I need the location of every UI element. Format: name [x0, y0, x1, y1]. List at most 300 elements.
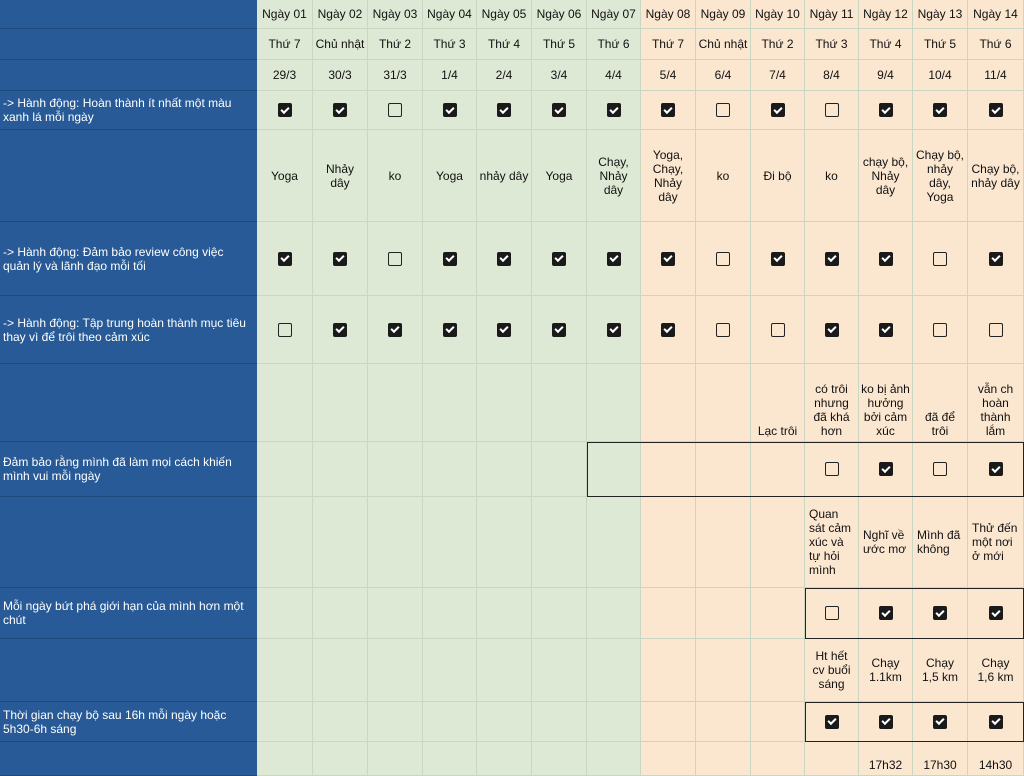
weekday-label: Thứ 6 — [597, 37, 630, 51]
checked-checkbox[interactable] — [388, 323, 402, 337]
unchecked-checkbox[interactable] — [771, 323, 785, 337]
day-label: Ngày 01 — [262, 7, 307, 21]
unchecked-checkbox[interactable] — [388, 103, 402, 117]
checked-checkbox[interactable] — [989, 103, 1003, 117]
grid-cell — [859, 588, 913, 639]
grid-cell — [696, 442, 751, 497]
grid-cell — [859, 296, 913, 364]
day-label: Ngày 09 — [700, 7, 746, 21]
weekday-label: Thứ 7 — [268, 37, 301, 51]
grid-cell — [859, 60, 913, 91]
date-label: 10/4 — [928, 68, 952, 82]
grid-cell — [368, 91, 423, 130]
note-text: ko — [388, 168, 402, 183]
weekday-label: Thứ 3 — [433, 37, 466, 51]
note-text: 17h30 — [923, 758, 957, 772]
unchecked-checkbox[interactable] — [933, 323, 947, 337]
grid-cell — [313, 588, 368, 639]
grid-cell — [423, 702, 477, 742]
checked-checkbox[interactable] — [771, 252, 785, 266]
grid-cell — [587, 60, 641, 91]
grid-cell — [313, 639, 368, 702]
note-text: Chạy 1,6 km — [977, 656, 1014, 684]
grid-cell — [587, 702, 641, 742]
grid-cell — [751, 91, 805, 130]
weekday-label: Chủ nhật — [315, 37, 365, 51]
grid-cell — [587, 742, 641, 776]
grid-cell — [313, 222, 368, 296]
grid-cell — [696, 29, 751, 60]
grid-cell — [368, 588, 423, 639]
grid-cell — [477, 0, 532, 29]
grid-cell — [257, 588, 313, 639]
checked-checkbox[interactable] — [443, 323, 457, 337]
day-label: Ngày 07 — [591, 7, 636, 21]
grid-cell — [696, 588, 751, 639]
grid-cell — [859, 364, 913, 442]
note-text: vẫn ch hoàn thành lắm — [977, 382, 1014, 438]
grid-cell — [968, 639, 1024, 702]
grid-cell — [805, 29, 859, 60]
day-label: Ngày 02 — [317, 7, 363, 21]
note-text: Chạy bộ, nhảy dây, Yoga — [915, 147, 965, 204]
checked-checkbox[interactable] — [607, 323, 621, 337]
grid-cell — [805, 639, 859, 702]
grid-cell — [968, 702, 1024, 742]
row-label — [0, 60, 257, 91]
grid-cell — [859, 639, 913, 702]
grid-cell — [587, 364, 641, 442]
row-label — [0, 0, 257, 29]
grid-cell — [477, 742, 532, 776]
note-text: chạy bộ, Nhảy dây — [862, 154, 909, 197]
row-label: -> Hành động: Đảm bảo review công việc quản lý và lãnh đạo mỗi tối — [0, 222, 257, 296]
grid-cell — [532, 60, 587, 91]
grid-cell — [423, 130, 477, 222]
note-text: đã để trôi — [924, 410, 956, 438]
note-text: Nghĩ về ước mơ — [863, 528, 907, 556]
note-text: ko — [825, 168, 838, 183]
grid-cell — [968, 296, 1024, 364]
grid-cell — [313, 29, 368, 60]
grid-cell — [751, 742, 805, 776]
grid-cell — [313, 442, 368, 497]
date-label: 1/4 — [441, 68, 458, 82]
grid-cell — [751, 60, 805, 91]
row-label: Thời gian chạy bộ sau 16h mỗi ngày hoặc 5h30-6h sáng — [0, 702, 257, 742]
row-label: -> Hành động: Tập trung hoàn thành mục tiêu thay vì để trôi theo cảm xúc — [0, 296, 257, 364]
grid-cell — [532, 364, 587, 442]
note-text: Ht hết cv buổi sáng — [812, 649, 851, 691]
grid-cell — [696, 296, 751, 364]
grid-cell — [368, 296, 423, 364]
checked-checkbox[interactable] — [771, 103, 785, 117]
grid-cell — [532, 742, 587, 776]
date-label: 11/4 — [984, 68, 1007, 82]
grid-cell — [805, 442, 859, 497]
grid-cell — [913, 0, 968, 29]
grid-cell — [313, 296, 368, 364]
grid-cell — [859, 91, 913, 130]
grid-cell — [641, 742, 696, 776]
grid-cell — [587, 497, 641, 588]
grid-cell — [532, 639, 587, 702]
note-text: 14h30 — [978, 758, 1013, 772]
grid-cell — [696, 91, 751, 130]
grid-cell — [805, 296, 859, 364]
unchecked-checkbox[interactable] — [716, 252, 730, 266]
grid-cell — [641, 91, 696, 130]
grid-cell — [368, 364, 423, 442]
checked-checkbox[interactable] — [333, 252, 347, 266]
grid-cell — [641, 130, 696, 222]
grid-cell — [641, 588, 696, 639]
grid-cell — [859, 702, 913, 742]
grid-cell — [257, 702, 313, 742]
date-label: 4/4 — [605, 68, 622, 82]
grid-cell — [532, 497, 587, 588]
grid-cell — [641, 222, 696, 296]
note-text: Yoga — [545, 168, 573, 183]
grid-cell — [477, 364, 532, 442]
grid-cell — [968, 0, 1024, 29]
grid-cell — [587, 222, 641, 296]
weekday-label: Thứ 4 — [487, 37, 521, 51]
grid-cell — [968, 588, 1024, 639]
checked-checkbox[interactable] — [879, 323, 893, 337]
grid-cell — [805, 742, 859, 776]
checked-checkbox[interactable] — [661, 323, 675, 337]
checked-checkbox[interactable] — [552, 323, 566, 337]
grid-cell — [641, 60, 696, 91]
grid-cell — [751, 364, 805, 442]
unchecked-checkbox[interactable] — [716, 323, 730, 337]
row-label — [0, 742, 257, 776]
grid-cell — [477, 442, 532, 497]
grid-cell — [913, 702, 968, 742]
grid-cell — [913, 742, 968, 776]
note-text: Chạy, Nhảy dây — [598, 154, 629, 197]
grid-cell — [751, 130, 805, 222]
note-text: Nhảy dây — [325, 161, 354, 190]
grid-cell — [257, 222, 313, 296]
grid-cell — [696, 364, 751, 442]
grid-cell — [696, 639, 751, 702]
unchecked-checkbox[interactable] — [388, 252, 402, 266]
grid-cell — [257, 29, 313, 60]
grid-cell — [313, 60, 368, 91]
weekday-label: Thứ 5 — [923, 37, 957, 51]
row-label: Mỗi ngày bứt phá giới hạn của mình hơn một chút — [0, 588, 257, 639]
weekday-label: Thứ 4 — [869, 37, 902, 51]
grid-cell — [805, 91, 859, 130]
grid-cell — [587, 296, 641, 364]
checked-checkbox[interactable] — [661, 252, 675, 266]
date-label: 30/3 — [328, 68, 352, 82]
grid-cell — [913, 364, 968, 442]
unchecked-checkbox[interactable] — [825, 606, 839, 620]
grid-cell — [477, 702, 532, 742]
checked-checkbox[interactable] — [879, 606, 893, 620]
grid-cell — [641, 442, 696, 497]
grid-cell — [423, 442, 477, 497]
grid-cell — [368, 702, 423, 742]
grid-cell — [805, 364, 859, 442]
day-label: Ngày 12 — [863, 7, 908, 21]
grid-cell — [968, 29, 1024, 60]
grid-cell — [477, 60, 532, 91]
day-label: Ngày 13 — [917, 7, 963, 21]
grid-cell — [968, 60, 1024, 91]
checked-checkbox[interactable] — [333, 323, 347, 337]
grid-cell — [368, 497, 423, 588]
grid-cell — [313, 130, 368, 222]
grid-cell — [641, 364, 696, 442]
weekday-label: Thứ 3 — [815, 37, 848, 51]
grid-cell — [257, 60, 313, 91]
grid-cell — [641, 639, 696, 702]
checked-checkbox[interactable] — [497, 103, 511, 117]
checked-checkbox[interactable] — [552, 103, 566, 117]
grid-cell — [968, 130, 1024, 222]
unchecked-checkbox[interactable] — [989, 323, 1003, 337]
checked-checkbox[interactable] — [933, 103, 947, 117]
unchecked-checkbox[interactable] — [825, 103, 839, 117]
grid-cell — [423, 742, 477, 776]
grid-cell — [859, 442, 913, 497]
checked-checkbox[interactable] — [497, 323, 511, 337]
weekday-label: Thứ 2 — [378, 37, 412, 51]
grid-cell — [368, 130, 423, 222]
checked-checkbox[interactable] — [989, 252, 1003, 266]
grid-cell — [477, 222, 532, 296]
grid-cell — [913, 588, 968, 639]
grid-cell — [587, 130, 641, 222]
grid-cell — [532, 702, 587, 742]
grid-cell — [696, 0, 751, 29]
grid-cell — [257, 742, 313, 776]
grid-cell — [587, 91, 641, 130]
weekday-label: Chủ nhật — [698, 37, 748, 51]
unchecked-checkbox[interactable] — [933, 252, 947, 266]
note-text: Chạy 1,5 km — [921, 656, 958, 684]
grid-cell — [913, 222, 968, 296]
unchecked-checkbox[interactable] — [716, 103, 730, 117]
grid-cell — [532, 0, 587, 29]
grid-cell — [532, 29, 587, 60]
note-text: Đi bộ — [763, 168, 792, 183]
grid-cell — [913, 91, 968, 130]
grid-cell — [859, 497, 913, 588]
note-text: Chạy 1.1km — [869, 656, 902, 684]
grid-cell — [913, 29, 968, 60]
grid-cell — [696, 130, 751, 222]
grid-cell — [423, 588, 477, 639]
day-label: Ngày 10 — [755, 7, 800, 21]
checked-checkbox[interactable] — [497, 252, 511, 266]
note-text: Lạc trôi — [757, 424, 798, 438]
checked-checkbox[interactable] — [278, 252, 292, 266]
note-text: có trôi nhưng đã khá hơn — [813, 382, 850, 438]
row-label — [0, 639, 257, 702]
grid-cell — [257, 91, 313, 130]
grid-cell — [423, 29, 477, 60]
grid-cell — [257, 442, 313, 497]
note-text: Yoga — [436, 168, 463, 183]
checked-checkbox[interactable] — [825, 715, 839, 729]
checked-checkbox[interactable] — [825, 252, 839, 266]
grid-cell — [913, 497, 968, 588]
grid-cell — [859, 130, 913, 222]
row-label — [0, 364, 257, 442]
grid-cell — [913, 130, 968, 222]
day-label: Ngày 08 — [645, 7, 691, 21]
note-text: Thử đến một nơi ở mới — [972, 521, 1018, 563]
note-text: Mình đã không — [917, 528, 961, 556]
day-label: Ngày 06 — [536, 7, 582, 21]
grid-cell — [257, 296, 313, 364]
grid-cell — [423, 639, 477, 702]
checked-checkbox[interactable] — [879, 252, 893, 266]
day-label: Ngày 03 — [372, 7, 418, 21]
grid-cell — [423, 91, 477, 130]
grid-cell — [368, 442, 423, 497]
grid-cell — [968, 222, 1024, 296]
grid-cell — [751, 29, 805, 60]
grid-cell — [913, 639, 968, 702]
row-label: -> Hành động: Hoàn thành ít nhất một màu xanh lá mỗi ngày — [0, 91, 257, 130]
grid-cell — [532, 296, 587, 364]
checked-checkbox[interactable] — [879, 715, 893, 729]
day-label: Ngày 14 — [973, 7, 1018, 21]
grid-cell — [641, 702, 696, 742]
grid-cell — [805, 60, 859, 91]
weekday-label: Thứ 5 — [542, 37, 576, 51]
grid-cell — [313, 742, 368, 776]
grid-cell — [423, 60, 477, 91]
grid-cell — [368, 639, 423, 702]
checked-checkbox[interactable] — [879, 103, 893, 117]
grid-cell — [805, 130, 859, 222]
grid-cell — [751, 442, 805, 497]
grid-cell — [805, 0, 859, 29]
note-text: Yoga — [271, 168, 298, 183]
weekday-label: Thứ 7 — [651, 37, 685, 51]
row-label — [0, 130, 257, 222]
grid-cell — [968, 442, 1024, 497]
grid-cell — [477, 588, 532, 639]
grid-cell — [641, 497, 696, 588]
note-text: Chạy bộ, nhảy dây — [971, 161, 1020, 190]
checked-checkbox[interactable] — [333, 103, 347, 117]
checked-checkbox[interactable] — [278, 103, 292, 117]
checked-checkbox[interactable] — [443, 103, 457, 117]
grid-cell — [968, 364, 1024, 442]
date-label: 31/3 — [383, 68, 407, 82]
checked-checkbox[interactable] — [989, 715, 1003, 729]
grid-cell — [423, 497, 477, 588]
note-text: Quan sát cảm xúc và tự hỏi mình — [809, 507, 852, 577]
unchecked-checkbox[interactable] — [933, 462, 947, 476]
checked-checkbox[interactable] — [443, 252, 457, 266]
unchecked-checkbox[interactable] — [278, 323, 292, 337]
checked-checkbox[interactable] — [825, 323, 839, 337]
grid-cell — [532, 91, 587, 130]
date-label: 7/4 — [769, 68, 786, 82]
grid-cell — [859, 29, 913, 60]
grid-cell — [257, 130, 313, 222]
grid-cell — [968, 742, 1024, 776]
checked-checkbox[interactable] — [933, 715, 947, 729]
grid-cell — [641, 0, 696, 29]
checked-checkbox[interactable] — [933, 606, 947, 620]
grid-cell — [587, 639, 641, 702]
grid-cell — [313, 0, 368, 29]
grid-cell — [751, 296, 805, 364]
checked-checkbox[interactable] — [879, 462, 893, 476]
grid-cell — [477, 497, 532, 588]
grid-cell — [913, 60, 968, 91]
checked-checkbox[interactable] — [607, 252, 621, 266]
grid-cell — [641, 29, 696, 60]
grid-cell — [913, 442, 968, 497]
grid-cell — [859, 742, 913, 776]
checked-checkbox[interactable] — [989, 606, 1003, 620]
row-label: Đảm bảo rằng mình đã làm mọi cách khiến mình vui mỗi ngày — [0, 442, 257, 497]
grid-cell — [477, 29, 532, 60]
note-text: ko bị ảnh hưởng bởi cảm xúc — [861, 382, 910, 438]
day-label: Ngày 11 — [809, 7, 854, 21]
date-label: 8/4 — [823, 68, 840, 82]
grid-cell — [532, 222, 587, 296]
grid-cell — [368, 742, 423, 776]
grid-cell — [423, 364, 477, 442]
grid-cell — [751, 639, 805, 702]
grid-cell — [805, 588, 859, 639]
note-text: ko — [716, 168, 730, 183]
grid-cell — [696, 60, 751, 91]
grid-cell — [477, 91, 532, 130]
grid-cell — [805, 702, 859, 742]
checked-checkbox[interactable] — [607, 103, 621, 117]
date-label: 5/4 — [659, 68, 677, 82]
weekday-label: Thứ 2 — [761, 37, 794, 51]
date-label: 29/3 — [272, 68, 297, 82]
grid-cell — [368, 60, 423, 91]
grid-cell — [257, 0, 313, 29]
note-text: Yoga, Chạy, Nhảy dây — [652, 147, 684, 204]
grid-cell — [751, 497, 805, 588]
grid-cell — [313, 497, 368, 588]
grid-cell — [913, 296, 968, 364]
grid-cell — [532, 442, 587, 497]
grid-cell — [368, 0, 423, 29]
unchecked-checkbox[interactable] — [825, 462, 839, 476]
grid-cell — [859, 222, 913, 296]
grid-cell — [532, 130, 587, 222]
grid-cell — [968, 497, 1024, 588]
grid-cell — [423, 296, 477, 364]
note-text: nhảy dây — [479, 168, 529, 183]
checked-checkbox[interactable] — [552, 252, 566, 266]
checked-checkbox[interactable] — [989, 462, 1003, 476]
date-label: 9/4 — [877, 68, 894, 82]
checked-checkbox[interactable] — [661, 103, 675, 117]
row-label — [0, 29, 257, 60]
grid-cell — [696, 497, 751, 588]
grid-cell — [257, 639, 313, 702]
day-label: Ngày 05 — [481, 7, 527, 21]
